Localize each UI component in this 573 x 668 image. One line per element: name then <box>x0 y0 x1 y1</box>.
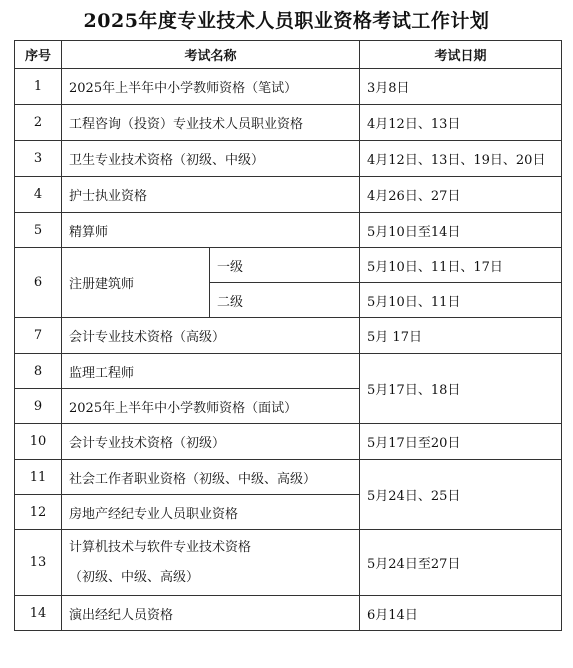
row-number: 4 <box>15 177 62 213</box>
row-number: 3 <box>15 141 62 177</box>
exam-date: 5月17日至20日 <box>360 424 562 460</box>
exam-date: 5月24日至27日 <box>360 530 562 596</box>
table-row <box>15 213 562 248</box>
exam-name: 注册建筑师 <box>62 248 210 318</box>
exam-name: 房地产经纪专业人员职业资格 <box>62 495 360 530</box>
table-row <box>15 596 562 631</box>
row-number: 9 <box>15 389 62 424</box>
exam-date: 5月10日至14日 <box>360 213 562 248</box>
exam-name: 2025年上半年中小学教师资格（笔试） <box>62 69 360 105</box>
exam-name-line: 计算机技术与软件专业技术资格 <box>69 539 252 555</box>
exam-name: 2025年上半年中小学教师资格（面试） <box>62 389 360 424</box>
exam-name: 会计专业技术资格（初级） <box>62 424 360 460</box>
row-number: 1 <box>15 69 62 105</box>
table-row <box>15 248 562 283</box>
document-title: 2025年度专业技术人员职业资格考试工作计划 <box>83 10 490 32</box>
exam-name: 工程咨询（投资）专业技术人员职业资格 <box>62 105 360 141</box>
table-header-row <box>15 41 562 69</box>
header-name: 考试名称 <box>62 41 360 69</box>
header-no: 序号 <box>15 41 62 69</box>
row-number: 12 <box>15 495 62 530</box>
exam-date: 4月12日、13日、19日、20日 <box>360 141 562 177</box>
exam-name: 监理工程师 <box>62 354 360 389</box>
exam-date: 5月17日、18日 <box>360 354 562 424</box>
table-row <box>15 318 562 354</box>
exam-name: 会计专业技术资格（高级） <box>62 318 360 354</box>
exam-level: 一级 <box>210 248 360 283</box>
exam-date: 5月10日、11日 <box>360 283 562 318</box>
exam-date: 4月12日、13日 <box>360 105 562 141</box>
row-number: 10 <box>15 424 62 460</box>
table-row <box>15 105 562 141</box>
exam-level: 二级 <box>210 283 360 318</box>
row-number: 7 <box>15 318 62 354</box>
exam-date: 4月26日、27日 <box>360 177 562 213</box>
table-row <box>15 460 562 495</box>
exam-name: 护士执业资格 <box>62 177 360 213</box>
table-row <box>15 69 562 105</box>
exam-name: 演出经纪人员资格 <box>62 596 360 631</box>
exam-name <box>62 530 360 596</box>
table-row <box>15 177 562 213</box>
exam-name: 社会工作者职业资格（初级、中级、高级） <box>62 460 360 495</box>
exam-name-line: （初级、中级、高级） <box>69 569 200 585</box>
exam-date: 5月24日、25日 <box>360 460 562 530</box>
exam-schedule-table <box>14 40 562 631</box>
exam-date: 3月8日 <box>360 69 562 105</box>
exam-name: 精算师 <box>62 213 360 248</box>
row-number: 5 <box>15 213 62 248</box>
header-date: 考试日期 <box>360 41 562 69</box>
row-number: 14 <box>15 596 62 631</box>
row-number: 8 <box>15 354 62 389</box>
row-number: 11 <box>15 460 62 495</box>
row-number: 2 <box>15 105 62 141</box>
table-row <box>15 530 562 596</box>
exam-name: 卫生专业技术资格（初级、中级） <box>62 141 360 177</box>
table-row <box>15 141 562 177</box>
exam-date: 5月 17日 <box>360 318 562 354</box>
row-number: 13 <box>15 530 62 596</box>
row-number: 6 <box>15 248 62 318</box>
exam-date: 6月14日 <box>360 596 562 631</box>
exam-date: 5月10日、11日、17日 <box>360 248 562 283</box>
table-row <box>15 354 562 389</box>
table-row <box>15 424 562 460</box>
